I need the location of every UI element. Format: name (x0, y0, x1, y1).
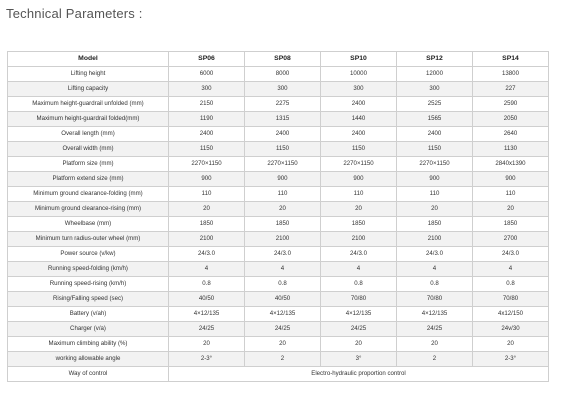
table-row (8, 352, 549, 367)
table-cell: 2400 (169, 127, 245, 142)
table-cell: 2100 (397, 232, 473, 247)
table-cell: 2840x1390 (473, 157, 549, 172)
row-label: Running speed-folding (km/h) (8, 262, 169, 277)
table-body (8, 67, 549, 382)
table-row (8, 157, 549, 172)
table-cell: 20 (245, 337, 321, 352)
row-label: Maximum height-guardrail unfolded (mm) (8, 97, 169, 112)
table-cell: 3° (321, 352, 397, 367)
table-cell: 2400 (321, 127, 397, 142)
table-header-row (8, 52, 549, 67)
row-label: Minimum turn radius-outer wheel (mm) (8, 232, 169, 247)
table-cell: 110 (321, 187, 397, 202)
table-cell: 300 (169, 82, 245, 97)
table-cell: 6000 (169, 67, 245, 82)
table-cell: 900 (473, 172, 549, 187)
table-cell: 2400 (321, 97, 397, 112)
table-cell: 1850 (245, 217, 321, 232)
column-header: SP10 (321, 52, 397, 67)
table-cell: 20 (397, 337, 473, 352)
table-cell: 20 (169, 337, 245, 352)
column-header: SP06 (169, 52, 245, 67)
table-cell: 40/50 (245, 292, 321, 307)
table-row (8, 217, 549, 232)
table-row (8, 82, 549, 97)
table-cell: 24/3.0 (473, 247, 549, 262)
row-label: Overall width (mm) (8, 142, 169, 157)
table-row (8, 97, 549, 112)
table-cell: 0.8 (169, 277, 245, 292)
table-cell: 0.8 (321, 277, 397, 292)
table-cell: 300 (397, 82, 473, 97)
table-row (8, 232, 549, 247)
table-cell: 12000 (397, 67, 473, 82)
table-cell: 13800 (473, 67, 549, 82)
table-row (8, 112, 549, 127)
table-cell: 4 (245, 262, 321, 277)
table-cell: 20 (473, 337, 549, 352)
row-label: Maximum climbing ability (%) (8, 337, 169, 352)
table-cell: 4×12/135 (169, 307, 245, 322)
table-cell: 110 (245, 187, 321, 202)
table-cell: 24/3.0 (169, 247, 245, 262)
table-row (8, 127, 549, 142)
table-cell: 1150 (397, 142, 473, 157)
row-label: Rising/Falling speed (sec) (8, 292, 169, 307)
row-label: Battery (v/ah) (8, 307, 169, 322)
row-label: Lifting capacity (8, 82, 169, 97)
table-cell: 900 (245, 172, 321, 187)
row-label: Platform size (mm) (8, 157, 169, 172)
table-row (8, 202, 549, 217)
table-cell: 2270×1150 (321, 157, 397, 172)
table-cell: 24/25 (397, 322, 473, 337)
table-cell: 24/25 (169, 322, 245, 337)
table-cell: 300 (321, 82, 397, 97)
section-heading: Technical Parameters : (6, 6, 143, 21)
column-header: SP14 (473, 52, 549, 67)
table-cell: 1130 (473, 142, 549, 157)
table-cell: 8000 (245, 67, 321, 82)
row-label: Platform extend size (mm) (8, 172, 169, 187)
table-cell: 1315 (245, 112, 321, 127)
column-header: SP08 (245, 52, 321, 67)
table-cell: 20 (321, 202, 397, 217)
table-row (8, 142, 549, 157)
table-cell: 2100 (321, 232, 397, 247)
table-cell: 2525 (397, 97, 473, 112)
table-cell: 110 (397, 187, 473, 202)
table-cell: 1440 (321, 112, 397, 127)
table-cell: 2275 (245, 97, 321, 112)
table-cell: 1850 (473, 217, 549, 232)
table-row (8, 172, 549, 187)
table-cell: 2700 (473, 232, 549, 247)
table-cell: 4 (473, 262, 549, 277)
table-row (8, 67, 549, 82)
row-label: Minimum ground clearance-rising (mm) (8, 202, 169, 217)
table-cell: 4×12/135 (321, 307, 397, 322)
row-label: Wheelbase (mm) (8, 217, 169, 232)
column-header: SP12 (397, 52, 473, 67)
table-cell: 24v/30 (473, 322, 549, 337)
table-cell: 0.8 (473, 277, 549, 292)
row-label: Minimum ground clearance-folding (mm) (8, 187, 169, 202)
table-row (8, 367, 549, 382)
table-cell: 4×12/135 (245, 307, 321, 322)
table-cell: 40/50 (169, 292, 245, 307)
table-cell: 0.8 (245, 277, 321, 292)
table-cell: 24/3.0 (245, 247, 321, 262)
table-cell: 900 (321, 172, 397, 187)
table-cell: 1190 (169, 112, 245, 127)
table-row (8, 322, 549, 337)
table-cell: 2 (245, 352, 321, 367)
table-cell: 2150 (169, 97, 245, 112)
table-cell: 2050 (473, 112, 549, 127)
table-cell: 20 (397, 202, 473, 217)
table-cell: 20 (321, 337, 397, 352)
table-cell: Electro-hydraulic proportion control (169, 367, 549, 382)
table-cell: 1150 (321, 142, 397, 157)
table-row (8, 307, 549, 322)
table-cell: 2-3° (169, 352, 245, 367)
table-cell: 4x12/150 (473, 307, 549, 322)
table-cell: 2100 (169, 232, 245, 247)
table-cell: 1850 (397, 217, 473, 232)
table-cell: 2270×1150 (397, 157, 473, 172)
table-cell: 110 (169, 187, 245, 202)
table-cell: 1150 (169, 142, 245, 157)
table-cell: 20 (245, 202, 321, 217)
table-cell: 4 (397, 262, 473, 277)
row-label: working allowable angle (8, 352, 169, 367)
table-cell: 1850 (321, 217, 397, 232)
row-label: Lifting height (8, 67, 169, 82)
table-cell: 4×12/135 (397, 307, 473, 322)
table-row (8, 262, 549, 277)
table-cell: 4 (169, 262, 245, 277)
table-cell: 2100 (245, 232, 321, 247)
table-row (8, 277, 549, 292)
table-cell: 0.8 (397, 277, 473, 292)
table-cell: 2 (397, 352, 473, 367)
row-label: Charger (v/a) (8, 322, 169, 337)
table-cell: 2400 (245, 127, 321, 142)
table-cell: 10000 (321, 67, 397, 82)
table-cell: 2640 (473, 127, 549, 142)
table-row (8, 337, 549, 352)
table-cell: 2590 (473, 97, 549, 112)
row-label: Overall length (mm) (8, 127, 169, 142)
table-cell: 2270×1150 (245, 157, 321, 172)
table-cell: 1150 (245, 142, 321, 157)
table-cell: 1850 (169, 217, 245, 232)
row-label: Running speed-rising (km/h) (8, 277, 169, 292)
table-cell: 24/3.0 (321, 247, 397, 262)
table-cell: 24/25 (321, 322, 397, 337)
table-cell: 70/80 (397, 292, 473, 307)
row-label: Maximum height-guardrail folded(mm) (8, 112, 169, 127)
table-cell: 900 (169, 172, 245, 187)
table-cell: 70/80 (321, 292, 397, 307)
table-cell: 2-3° (473, 352, 549, 367)
row-label: Power source (v/kw) (8, 247, 169, 262)
table-cell: 24/25 (245, 322, 321, 337)
table-cell: 900 (397, 172, 473, 187)
table-cell: 300 (245, 82, 321, 97)
table-cell: 4 (321, 262, 397, 277)
table-cell: 1565 (397, 112, 473, 127)
column-header: Model (8, 52, 169, 67)
table-cell: 2400 (397, 127, 473, 142)
table-cell: 70/80 (473, 292, 549, 307)
table-row (8, 292, 549, 307)
table-row (8, 187, 549, 202)
table-cell: 24/3.0 (397, 247, 473, 262)
table-cell: 227 (473, 82, 549, 97)
technical-parameters-table (7, 51, 549, 382)
table-cell: 20 (169, 202, 245, 217)
table-row (8, 247, 549, 262)
table-cell: 20 (473, 202, 549, 217)
table-cell: 110 (473, 187, 549, 202)
table-cell: 2270×1150 (169, 157, 245, 172)
row-label: Way of control (8, 367, 169, 382)
